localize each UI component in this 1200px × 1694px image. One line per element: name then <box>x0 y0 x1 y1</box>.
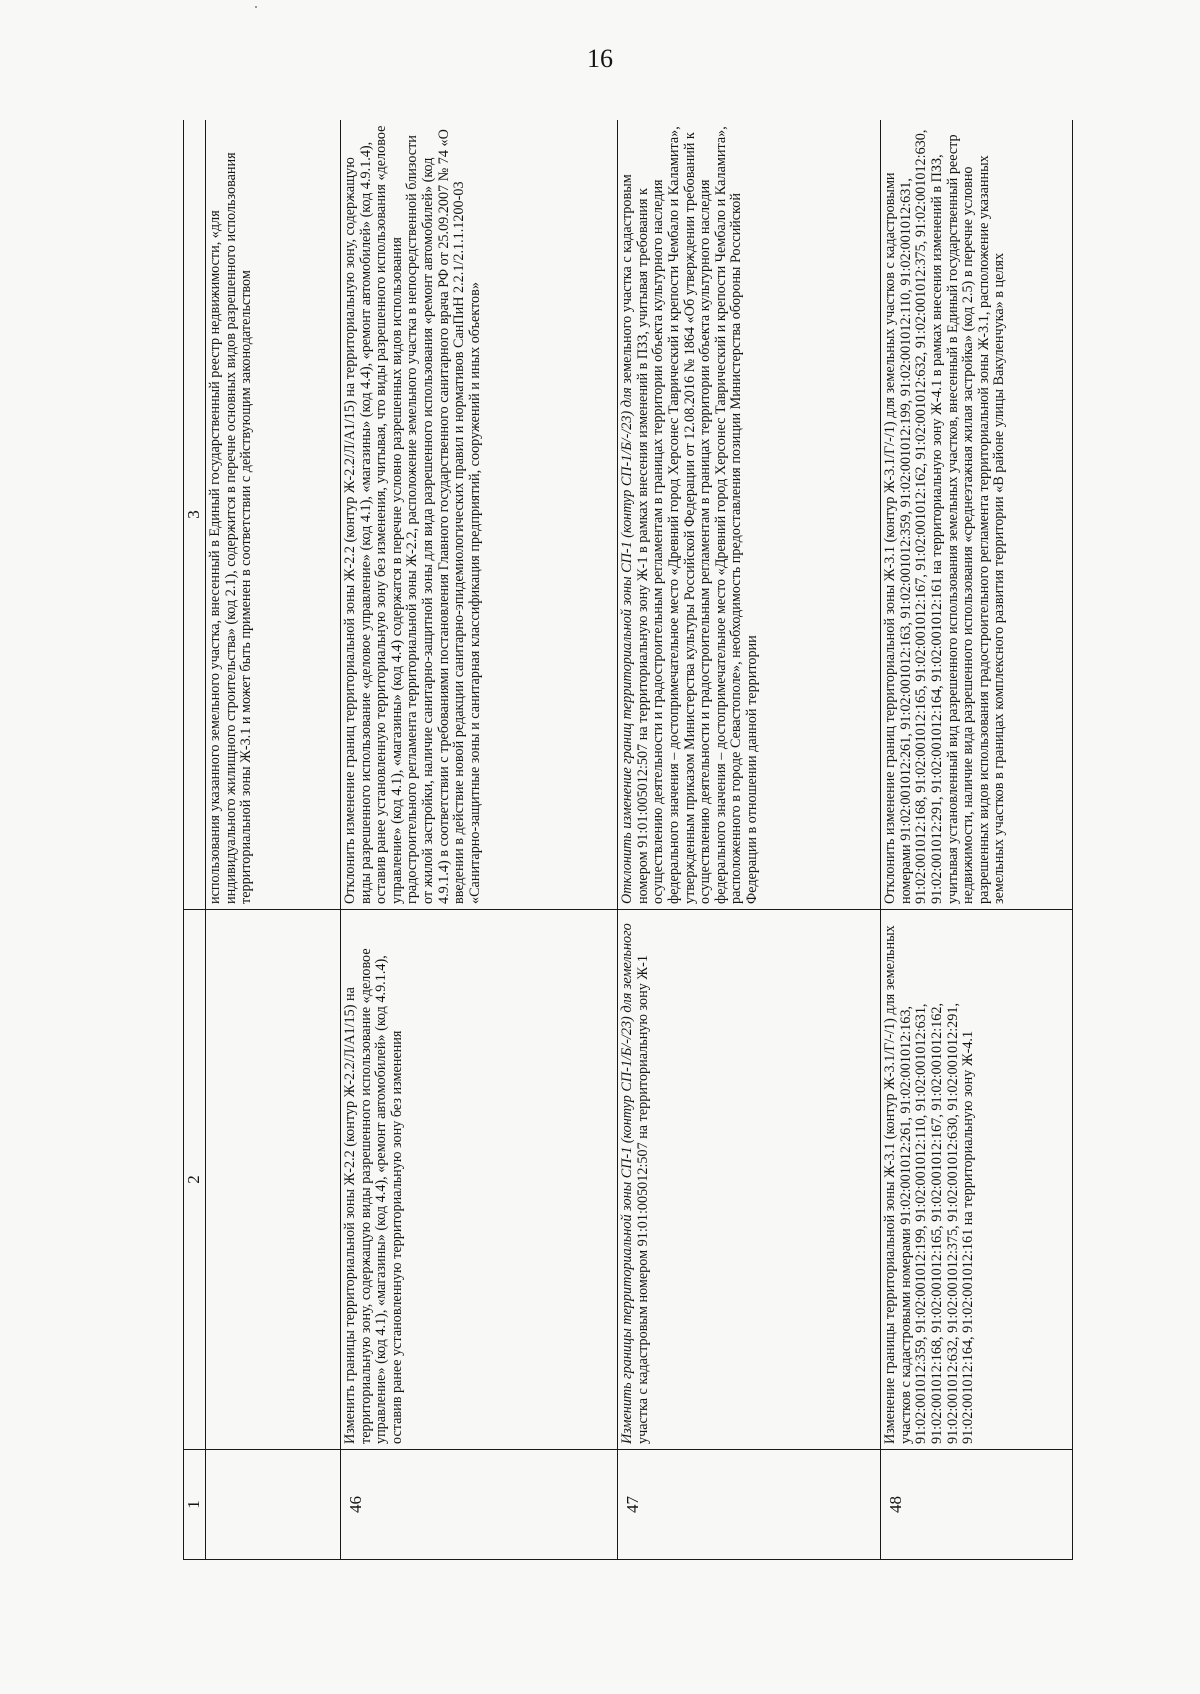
table-row-46 <box>341 120 618 1560</box>
cell-decision-continuation: использования указанного земельного участка, внесенный в Единый государственный реестр недвижимости, «для индивидуального жилищного строительства» (код 2.1), содержится в перечне основных видов разрешенного использования территориальной зоны Ж-3.1 и может быть применен в соответствии с действующим законодательством <box>206 120 341 910</box>
proposal-rest: участка с кадастровым номером 91:01:005012:507 на территориальную зону Ж-1 <box>634 955 651 1444</box>
cell-decision: Отклонить изменение границ территориальной зоны Ж-2.2 (контур Ж-2.2/Л/А1/15) на территориальную зону, содержащую виды разрешенного использование «деловое управление» (код 4.1), «магазины» (код 4.4), «ремонт автомобилей» (код 4.9.1.4), оставив ранее установленную территориальную зону без изменения, учитывая, что виды разрешенного использования «деловое управление» (код 4.1), «магазины» (код 4.4) содержатся в перечне условно разрешенных видов использования градостроительного регламента территориальной зоны Ж-2.2, расположение земельного участка в непосредственной близости от жилой застройки, наличие санитарно-защитной зоны для вида разрешенного использования «ремонт автомобилей» (код 4.9.1.4) в соответствии с требованиями постановления Главного государственного санитарного врача РФ от 25.09.2007 № 74 «О введении в действие новой редакции санитарно-эпидемиологических правил и нормативов СанПиН 2.2.1/2.1.1.1200-03 «Санитарно-защитные зоны и санитарная классификация предприятий, сооружений и иных объектов» <box>341 120 618 910</box>
decisions-table <box>183 120 1073 1560</box>
header-col-2: 2 <box>184 910 206 1450</box>
page-number: 16 <box>587 44 613 73</box>
cell-proposal-empty <box>206 910 341 1450</box>
decision-italic-lead: Отклонить изменение границ территориальной зоны СП-1 (контур СП-1/Б/-/23) для <box>619 387 636 904</box>
table-row-continuation <box>206 120 341 1560</box>
cell-num-empty <box>206 1450 341 1560</box>
cell-decision: Отклонить изменение границ территориальной зоны Ж-3.1 (контур Ж-3.1/Г/-/1) для земельных участков с кадастровыми номерами 91:02:001012:261, 91:02:001012:163, 91:02:001012:359, 91:02:001012:199, 91:02:001012:110, 91:02:001012:631, 91:02:001012:168, 91:02:001012:165, 91:02:001012:167, 91:02:001012:162, 91:02:001012:632, 91:02:001012:375, 91:02:001012:630, 91:02:001012:291, 91:02:001012:164, 91:02:001012:161 на территориальную зону Ж-4.1 в рамках внесения изменений в ПЗЗ, учитывая установленный вид разрешенного использования земельных участков, внесенный в Единый государственный реестр недвижимости, наличие вида разрешенного использования «среднеэтажная жилая застройка» (код 2.5) в перечне условно разрешенных видов использования градостроительного регламента территориальной зоны Ж-3.1, расположение указанных земельных участков в границах комплексного развития территории «В районе улицы Вакуленчука» в целях <box>881 120 1073 910</box>
row-number: 46 <box>341 1450 618 1560</box>
cell-decision <box>618 120 881 910</box>
cell-proposal: Изменить границы территориальной зоны Ж-2.2 (контур Ж-2.2/Л/А1/15) на территориальную зону, содержащую виды разрешенного использование «деловое управление» (код 4.1), «магазины» (код 4.4), «ремонт автомобилей» (код 4.9.1.4), оставив ранее установленную территориальную зону без изменения <box>341 910 618 1450</box>
table-row-47 <box>618 120 881 1560</box>
cell-proposal <box>618 910 881 1450</box>
table-header-row <box>184 120 206 1560</box>
header-col-3: 3 <box>184 120 206 910</box>
decision-rest: земельного участка с кадастровым номером 91:01:005012:507 на территориальную зону Ж-1 в рамках внесения изменений в ПЗЗ, учитывая требования к осуществлению деятельности и градостроительным регламентам в границах территории объекта культурного наследия федерального значения – достопримечательное место «Древний город Херсонес Таврический и крепости Чембало и Каламита», утвержденным приказом Министерства культуры Российской Федерации от 12.08.2016 № 1864 «Об утверждении требований к осуществлению деятельности и градостроительным регламентам в границах территории объекта культурного наследия федерального значения – достопримечательное место «Древний город Херсонес Таврический и крепости Чембало и Каламита», расположенного в городе Севастополе», необходимость предоставления позиции Министерства обороны Российской Федерации в отношении данной территории <box>619 126 761 904</box>
cell-proposal: Изменение границы территориальной зоны Ж-3.1 (контур Ж-3.1/Г/-/1) для земельных участков с кадастровыми номерами 91:02:001012:261, 91:02:001012:163, 91:02:001012:359, 91:02:001012:199, 91:02:001012:110, 91:02:001012:631, 91:02:001012:168, 91:02:001012:165, 91:02:001012:167, 91:02:001012:162, 91:02:001012:632, 91:02:001012:375, 91:02:001012:630, 91:02:001012:291, 91:02:001012:164, 91:02:001012:161 на территориальную зону Ж-4.1 <box>881 910 1073 1450</box>
row-number: 47 <box>618 1450 881 1560</box>
row-number: 48 <box>881 1450 1073 1560</box>
header-col-1: 1 <box>184 1450 206 1560</box>
proposal-italic-lead: Изменить границы территориальной зоны СП-1 (контур СП-1/Б/-/23) для земельного <box>619 923 636 1444</box>
scan-speck <box>255 6 257 8</box>
table-row-48 <box>881 120 1073 1560</box>
table-area <box>183 120 1073 1560</box>
